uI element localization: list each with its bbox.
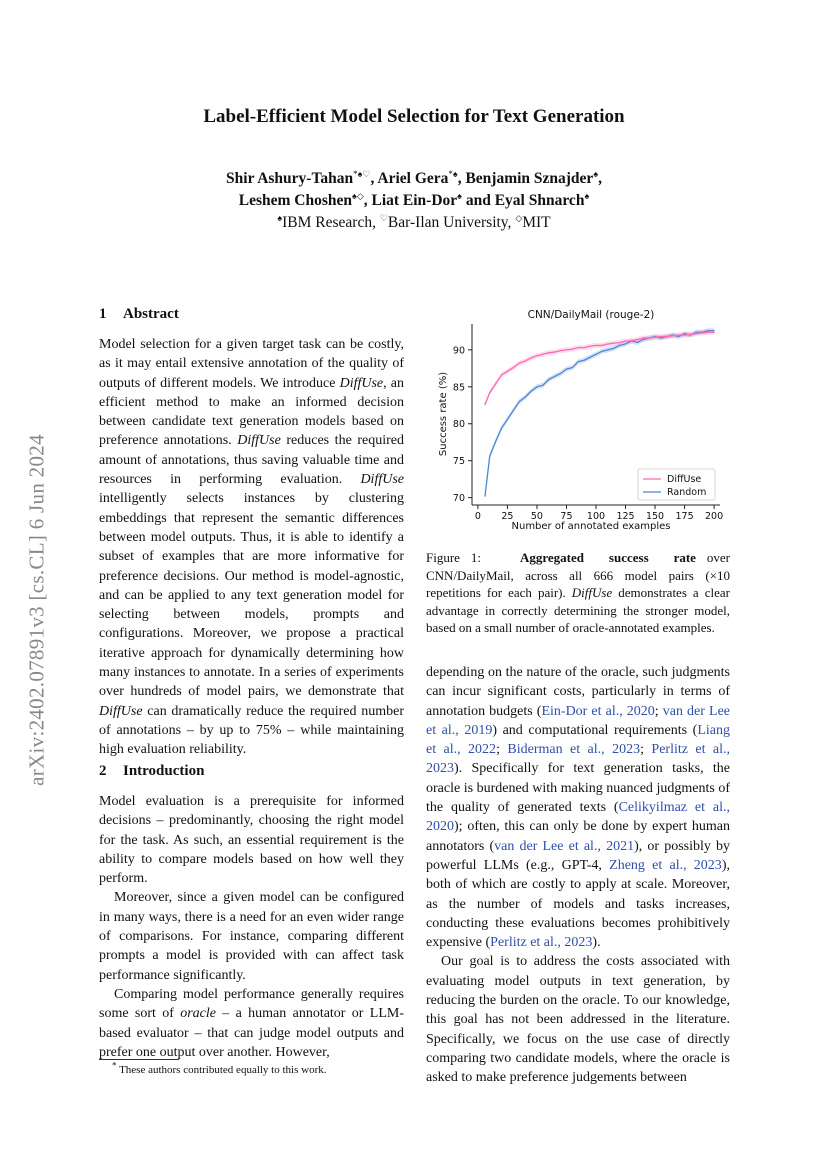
caption-bold: Aggregated success rate	[519, 550, 696, 565]
author-name: Benjamin Sznajder	[465, 170, 594, 187]
x-tick-label: 100	[586, 511, 606, 522]
citation-link[interactable]: Ein-Dor et al., 2020	[541, 703, 655, 719]
x-tick-label: 200	[705, 511, 724, 522]
data-point-diffuse	[519, 363, 520, 364]
data-point-random	[601, 351, 602, 352]
data-point-diffuse	[501, 374, 502, 375]
data-point-random	[536, 386, 537, 387]
author-separator: ,	[598, 170, 602, 187]
citation-link[interactable]: Zheng et al., 2023	[609, 857, 722, 873]
data-point-diffuse	[595, 345, 596, 346]
data-point-random	[554, 376, 555, 377]
body-text: ). Specifically for text generation tasks, the oracle is burdened with making nuanced judgments of the quality of generated texts (	[426, 761, 730, 816]
section-number: 2	[99, 763, 107, 779]
data-point-diffuse	[678, 334, 679, 335]
body-paragraph	[426, 663, 730, 952]
citation-link[interactable]: Perlitz et al., 2023	[426, 742, 731, 777]
series-band-diffuse	[485, 330, 714, 408]
x-tick-label: 150	[645, 511, 665, 522]
data-point-diffuse	[495, 383, 496, 384]
x-axis-label: Number of annotated examples	[511, 521, 671, 532]
data-point-random	[507, 419, 508, 420]
body-text: ;	[654, 703, 663, 719]
data-point-diffuse	[484, 404, 485, 405]
abstract-text: reduces the required amount of annotations, thus saving valuable time and resources in performing evaluation.	[99, 433, 404, 488]
data-point-random	[560, 373, 561, 374]
author-block	[0, 168, 828, 234]
data-point-random	[607, 349, 608, 350]
chart-title: CNN/DailyMail (rouge-2)	[527, 309, 655, 321]
abstract-text: , an efficient method to make an informed decision between candidate text generation models based on preference annotations.	[99, 375, 404, 449]
author-marks: ♠	[584, 190, 590, 201]
abstract-text: intelligently selects instances by clustering embeddings that represent the semantic differences between model outputs. Thus, it is able to identify a subset of examples that are more informative for preference decisions. Our method is model-agnostic, and can be applied to any text generation model for selecting between models, prompts and configurations. Moreover, we propose a practical iterative approach for dynamically determining how many instances to annotate. In a series of experiments over hundreds of model pairs, we demonstrate that	[99, 491, 404, 700]
abstract-paragraph	[99, 335, 404, 760]
section-title: Abstract	[123, 306, 179, 322]
data-point-diffuse	[696, 333, 697, 334]
data-point-diffuse	[525, 360, 526, 361]
data-point-diffuse	[708, 332, 709, 333]
data-point-diffuse	[637, 339, 638, 340]
intro-paragraph: Model evaluation is a prerequisite for informed decisions – predominantly, choosing the right model for the task. As such, an essential requirement is the ability to compare models based on how well they perform.	[99, 794, 404, 887]
data-point-diffuse	[619, 342, 620, 343]
data-point-diffuse	[631, 340, 632, 341]
right-column-text	[426, 663, 730, 1088]
data-point-diffuse	[584, 347, 585, 348]
affiliation-name: Bar-Ilan University,	[387, 214, 516, 231]
body-text: ), or possibly by powerful LLMs (e.g., GPT-4,	[426, 838, 731, 873]
citation-link[interactable]: Celikyilmaz et al., 2020	[426, 800, 730, 835]
data-point-diffuse	[530, 357, 531, 358]
caption-text: demonstrates a clear advantage in correctly determining the stronger model, based on a small number of oracle-annotated examples.	[426, 585, 730, 635]
method-name: DiffUse	[360, 472, 404, 488]
data-point-random	[519, 401, 520, 402]
citation-link[interactable]: Perlitz et al., 2023	[490, 935, 593, 951]
footnote-mark: *	[112, 1060, 117, 1071]
author-line-2	[0, 190, 828, 212]
x-tick-label: 175	[675, 511, 694, 522]
chart-legend	[638, 469, 715, 500]
caption-label: Figure 1:	[426, 550, 481, 565]
author-name: Liat Ein-Dor	[371, 192, 458, 209]
x-tick-label: 25	[501, 511, 514, 522]
data-point-random	[525, 397, 526, 398]
author-marks: ♠	[593, 168, 599, 179]
citation-link[interactable]: van der Lee et al., 2021	[494, 838, 635, 854]
data-point-random	[542, 385, 543, 386]
author-separator: ,	[363, 192, 372, 209]
affiliation-mark: ◇	[515, 212, 523, 223]
y-axis-label: Success rate (%)	[438, 371, 449, 457]
data-point-diffuse	[713, 332, 714, 333]
data-point-diffuse	[690, 334, 691, 335]
body-text: ), both of which are costly to apply at scale. Moreover, as the number of models and tasks increases, conducting these evaluations becomes prohibitively expensive (	[426, 857, 730, 951]
figure-1-chart	[428, 304, 728, 536]
caption-text: over CNN/DailyMail, across all 666 model pairs (×10 repetitions for each pair).	[426, 550, 730, 600]
section-heading-introduction	[99, 763, 204, 780]
method-name: DiffUse	[571, 585, 613, 600]
legend-label: DiffUse	[667, 474, 702, 485]
data-point-diffuse	[578, 347, 579, 348]
data-point-diffuse	[548, 352, 549, 353]
data-point-random	[489, 456, 490, 457]
data-point-diffuse	[643, 337, 644, 338]
data-point-random	[595, 354, 596, 355]
author-separator: and	[461, 192, 495, 209]
body-text: ;	[640, 742, 652, 758]
intro-text: Comparing model performance generally requires some sort of	[99, 986, 404, 1022]
y-tick-label: 90	[452, 345, 465, 357]
data-point-random	[578, 361, 579, 362]
data-point-random	[613, 348, 614, 349]
paper-title: Label-Efficient Model Selection for Text Generation	[203, 106, 625, 127]
legend-label: Random	[667, 487, 707, 498]
y-tick-label: 75	[452, 456, 465, 468]
x-tick-label: 125	[616, 511, 635, 522]
body-text: ); often, this can only be done by expert human annotators (	[426, 819, 730, 854]
data-point-random	[495, 441, 496, 442]
y-tick-label: 80	[452, 419, 465, 431]
section-number: 1	[99, 306, 107, 322]
body-paragraph: Our goal is to address the costs associated with evaluating model outputs in text generation, by reducing the burden on the oracle. To our knowledge, this goal has not been addressed in the literature. Specifically, we focus on the use case of directly comparing two candidate models, where the oracle is asked to make preference judgements between	[426, 954, 730, 1086]
data-point-diffuse	[554, 351, 555, 352]
data-point-random	[484, 496, 485, 497]
data-point-diffuse	[507, 371, 508, 372]
intro-text: – a human annotator or LLM-based evaluator – that can judge model outputs and prefer one output over another. However,	[99, 1006, 404, 1060]
body-text: ) and computational requirements (	[492, 722, 698, 738]
author-name: Leshem Choshen	[238, 192, 353, 209]
x-tick-label: 50	[530, 511, 543, 522]
data-point-diffuse	[702, 332, 703, 333]
author-name: Shir Ashury-Tahan	[226, 170, 354, 187]
introduction-paragraphs	[99, 792, 404, 1062]
affiliation-line	[0, 212, 828, 234]
affiliation-name: IBM Research,	[282, 214, 380, 231]
abstract-text: can dramatically reduce the required number of annotations – by up to 75% – while maintaining high evaluation reliability.	[99, 703, 404, 758]
citation-link[interactable]: van der Lee et al., 2019	[426, 703, 730, 738]
emphasis-term: oracle	[180, 1006, 216, 1022]
data-point-diffuse	[572, 349, 573, 350]
author-line-1	[0, 168, 828, 190]
author-marks: *♠♡	[353, 168, 371, 179]
arxiv-identifier: arXiv:2402.07891v3 [cs.CL] 6 Jun 2024	[24, 434, 49, 786]
data-point-diffuse	[666, 336, 667, 337]
data-point-diffuse	[601, 345, 602, 346]
body-text: ;	[496, 742, 508, 758]
data-point-random	[566, 368, 567, 369]
affiliation-mark: ♠	[277, 212, 283, 223]
data-point-diffuse	[560, 350, 561, 351]
author-name: Eyal Shnarch	[494, 192, 585, 209]
data-point-diffuse	[672, 335, 673, 336]
data-point-diffuse	[566, 349, 567, 350]
method-name: DiffUse	[99, 703, 143, 719]
author-marks: *♠	[448, 168, 458, 179]
method-name: DiffUse	[339, 375, 384, 391]
data-point-random	[501, 428, 502, 429]
citation-link[interactable]: Liang et al., 2022	[426, 722, 730, 758]
section-title: Introduction	[123, 763, 205, 779]
data-point-random	[530, 391, 531, 392]
body-text: depending on the nature of the oracle, such judgments can incur significant costs, particularly in terms of annotation budgets (	[426, 665, 730, 719]
author-marks: ♠◇	[352, 190, 364, 201]
author-separator: ,	[457, 170, 466, 187]
data-point-diffuse	[649, 337, 650, 338]
affiliation-mark: ♡	[379, 212, 388, 223]
data-point-diffuse	[589, 346, 590, 347]
method-name: DiffUse	[237, 433, 281, 449]
data-point-diffuse	[660, 336, 661, 337]
footnote-rule	[99, 1059, 179, 1060]
author-separator: ,	[370, 170, 378, 187]
data-point-diffuse	[654, 337, 655, 338]
y-tick-label: 70	[452, 493, 465, 505]
footnote-text: These authors contributed equally to this work.	[119, 1064, 327, 1076]
y-tick-label: 85	[452, 382, 465, 394]
data-point-diffuse	[684, 334, 685, 335]
intro-paragraph: Moreover, since a given model can be configured in many ways, there is a need for an even wider range of comparisons. For instance, comparing different prompts a model is provided with can affect task performance significantly.	[99, 890, 404, 983]
figure-1-caption	[426, 549, 730, 637]
data-point-diffuse	[536, 355, 537, 356]
data-point-diffuse	[489, 392, 490, 393]
data-point-random	[513, 410, 514, 411]
x-tick-label: 0	[474, 511, 481, 522]
data-point-diffuse	[542, 354, 543, 355]
data-point-diffuse	[625, 340, 626, 341]
section-heading-abstract	[99, 306, 179, 323]
data-point-diffuse	[613, 343, 614, 344]
footnote	[112, 1060, 327, 1076]
data-point-random	[584, 360, 585, 361]
author-name: Ariel Gera	[377, 170, 449, 187]
author-marks: ♠	[457, 190, 462, 201]
data-point-diffuse	[513, 367, 514, 368]
affiliation-name: MIT	[522, 214, 551, 231]
abstract-text: Model selection for a given target task can be costly, as it may entail extensive annotation of the quality of outputs of different models. We introduce	[99, 337, 404, 391]
data-point-random	[572, 367, 573, 368]
x-tick-label: 75	[560, 511, 573, 522]
data-point-random	[548, 379, 549, 380]
body-text: ).	[592, 935, 601, 951]
data-point-diffuse	[607, 343, 608, 344]
intro-paragraph	[99, 985, 404, 1062]
citation-link[interactable]: Biderman et al., 2023	[507, 742, 641, 758]
data-point-random	[589, 357, 590, 358]
